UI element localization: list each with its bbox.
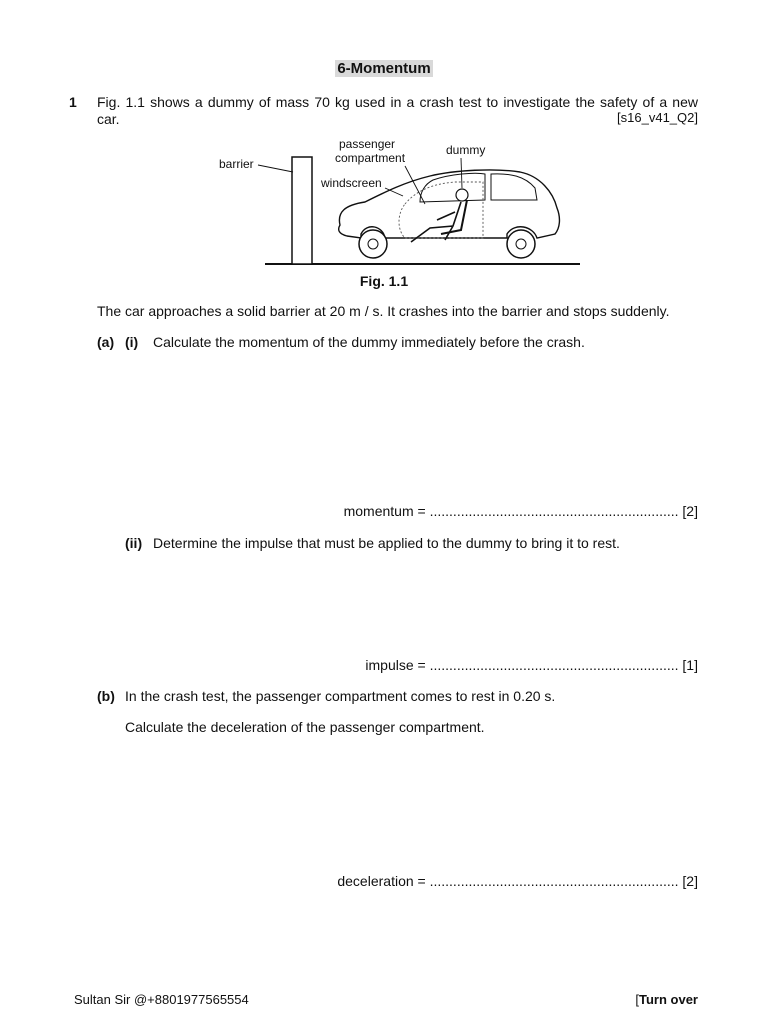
deceleration-answer-line[interactable]	[337, 873, 698, 889]
momentum-marks: [2]	[682, 503, 698, 519]
deceleration-answer-label: deceleration =	[337, 873, 430, 889]
question-intro: Fig. 1.1 shows a dummy of mass 70 kg used in a crash test to investigate the safety of a new car.	[97, 94, 698, 127]
impulse-answer-label: impulse =	[365, 657, 430, 673]
footer-bracket: [	[635, 992, 639, 1007]
part-a-label: (a)	[97, 334, 115, 350]
part-a-i-text: Calculate the momentum of the dummy immediately before the crash.	[153, 334, 585, 350]
part-a-i-label: (i)	[125, 334, 139, 350]
momentum-answer-line[interactable]	[344, 503, 698, 519]
part-a-ii-text: Determine the impulse that must be applied to the dummy to bring it to rest.	[153, 535, 620, 551]
label-passenger: passenger	[339, 137, 396, 151]
barrier-block	[292, 157, 312, 264]
impulse-answer-line[interactable]	[365, 657, 698, 673]
dummy-head	[456, 189, 468, 201]
part-a-ii-label: (ii)	[125, 535, 143, 551]
page-title-text: 6-Momentum	[337, 60, 431, 77]
label-compartment: compartment	[335, 151, 406, 165]
footer-turn-over	[635, 992, 698, 1007]
figure-caption: Fig. 1.1	[359, 273, 409, 289]
part-b-text1: In the crash test, the passenger compartment comes to rest in 0.20 s.	[125, 688, 556, 704]
impulse-answer-dots[interactable]: ................................................................	[429, 657, 679, 673]
front-hub	[368, 239, 378, 249]
momentum-answer-label: momentum =	[343, 503, 430, 519]
impulse-marks: [1]	[682, 657, 698, 673]
momentum-answer-dots[interactable]: ................................................................	[429, 503, 679, 519]
leader-barrier	[258, 165, 293, 172]
label-barrier: barrier	[219, 157, 254, 171]
label-dummy: dummy	[446, 143, 486, 157]
page-title	[0, 60, 768, 77]
footer-contact: Sultan Sir @+8801977565554	[74, 992, 249, 1007]
part-b-label: (b)	[97, 688, 115, 704]
part-b-text2: Calculate the deceleration of the passenger compartment.	[125, 719, 485, 735]
deceleration-marks: [2]	[682, 873, 698, 889]
question-number: 1	[69, 94, 77, 110]
deceleration-answer-dots[interactable]: ................................................................	[429, 873, 679, 889]
question-reference: [s16_v41_Q2]	[617, 110, 698, 125]
scenario-text: The car approaches a solid barrier at 20 m / s. It crashes into the barrier and stops suddenly.	[97, 303, 670, 319]
footer-turn-over-text: Turn over	[639, 992, 698, 1007]
rear-hub	[516, 239, 526, 249]
label-windscreen: windscreen	[321, 176, 382, 190]
crash-test-figure	[215, 130, 585, 270]
